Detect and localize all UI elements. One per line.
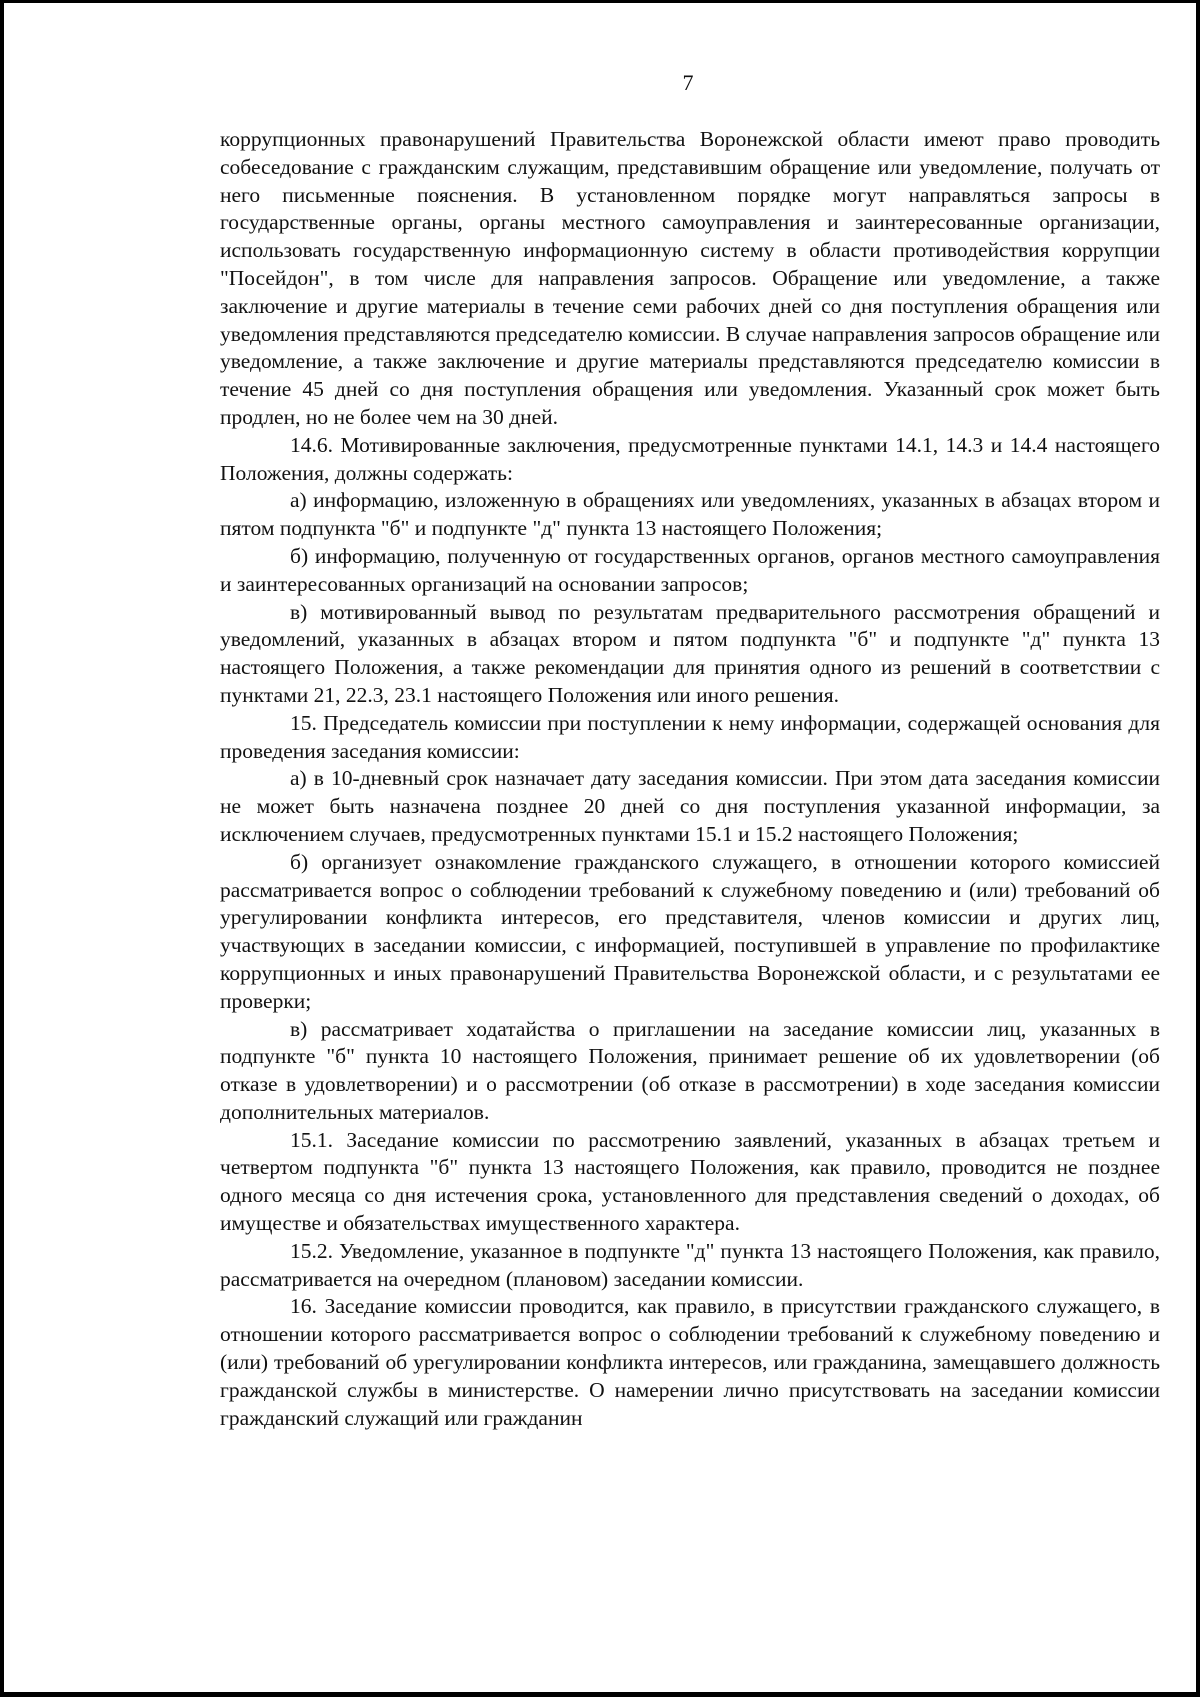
paragraph-16: 16. Заседание комиссии проводится, как правило, в присутствии гражданского служащего, в отношении которого рассматривается вопрос о соблюдении требований к служебному поведению и (или) требований об урегулировании конфликта интересов, или гражданина, замещавшего должность гражданской службы в министерстве. О намерении лично присутствовать на заседании комиссии гражданский служащий или гражданин — [220, 1294, 1160, 1430]
paragraph-15-1: 15.1. Заседание комиссии по рассмотрению заявлений, указанных в абзацах третьем и четвертом подпункта "б" пункта 13 настоящего Положения, как правило, проводится не позднее одного месяца со дня истечения срока, установленного для представления сведений о доходах, об имуществе и обязательствах имущественного характера. — [220, 1127, 1160, 1236]
paragraph-14-6-a: а) информацию, изложенную в обращениях или уведомлениях, указанных в абзацах втором и пятом подпункта "б" и подпункте "д" пункта 13 настоящего Положения; — [220, 488, 1160, 541]
page-number: 7 — [682, 70, 694, 95]
document-body — [220, 126, 1160, 1432]
paragraph-14-6-v: в) мотивированный вывод по результатам предварительного рассмотрения обращений и уведомлений, указанных в абзацах втором и пятом подпункта "б" и подпункте "д" пункта 13 настоящего Положения, а также рекомендации для принятия одного из решений в соответствии с пунктами 21, 22.3, 23.1 настоящего Положения или иного решения. — [220, 599, 1160, 707]
paragraph-14-6-b: б) информацию, полученную от государственных органов, органов местного самоуправления и заинтересованных организаций на основании запросов; — [220, 543, 1160, 596]
paragraph-15-2: 15.2. Уведомление, указанное в подпункте "д" пункта 13 настоящего Положения, как правило, рассматривается на очередном (плановом) заседании комиссии. — [220, 1238, 1160, 1291]
paragraph-continuation: коррупционных правонарушений Правительства Воронежской области имеют право проводить собеседование с гражданским служащим, представившим обращение или уведомление, получать от него письменные пояснения. В установленном порядке могут направляться запросы в государственные органы, органы местного самоуправления и заинтересованные организации, использовать государственную информационную систему в области противодействия коррупции "Посейдон", в том числе для направления запросов. Обращение или уведомление, а также заключение и другие материалы в течение семи рабочих дней со дня поступления обращения или уведомления представляются председателю комиссии. В случае направления запросов обращение или уведомление, а также заключение и другие материалы представляются председателю комиссии в течение 45 дней со дня поступления обращения или уведомления. Указанный срок может быть продлен, но не более чем на 30 дней. — [220, 127, 1160, 429]
paragraph-15-b: б) организует ознакомление гражданского служащего, в отношении которого комиссией рассматривается вопрос о соблюдении требований к служебному поведению и (или) требований об урегулировании конфликта интересов, его представителя, членов комиссии и других лиц, участвующих в заседании комиссии, с информацией, поступившей в управление по профилактике коррупционных и иных правонарушений Правительства Воронежской области, и с результатами ее проверки; — [220, 849, 1160, 1013]
paragraph-14-6: 14.6. Мотивированные заключения, предусмотренные пунктами 14.1, 14.3 и 14.4 настоящего Положения, должны содержать: — [220, 432, 1160, 485]
paragraph-15-v: в) рассматривает ходатайства о приглашении на заседание комиссии лиц, указанных в подпункте "б" пункта 10 настоящего Положения, принимает решение об их удовлетворении (об отказе в удовлетворении) и о рассмотрении (об отказе в рассмотрении) в ходе заседания комиссии дополнительных материалов. — [220, 1016, 1160, 1124]
paragraph-15-a: а) в 10-дневный срок назначает дату заседания комиссии. При этом дата заседания комиссии не может быть назначена позднее 20 дней со дня поступления указанной информации, за исключением случаев, предусмотренных пунктами 15.1 и 15.2 настоящего Положения; — [220, 766, 1160, 846]
paragraph-15: 15. Председатель комиссии при поступлении к нему информации, содержащей основания для проведения заседания комиссии: — [220, 710, 1160, 763]
